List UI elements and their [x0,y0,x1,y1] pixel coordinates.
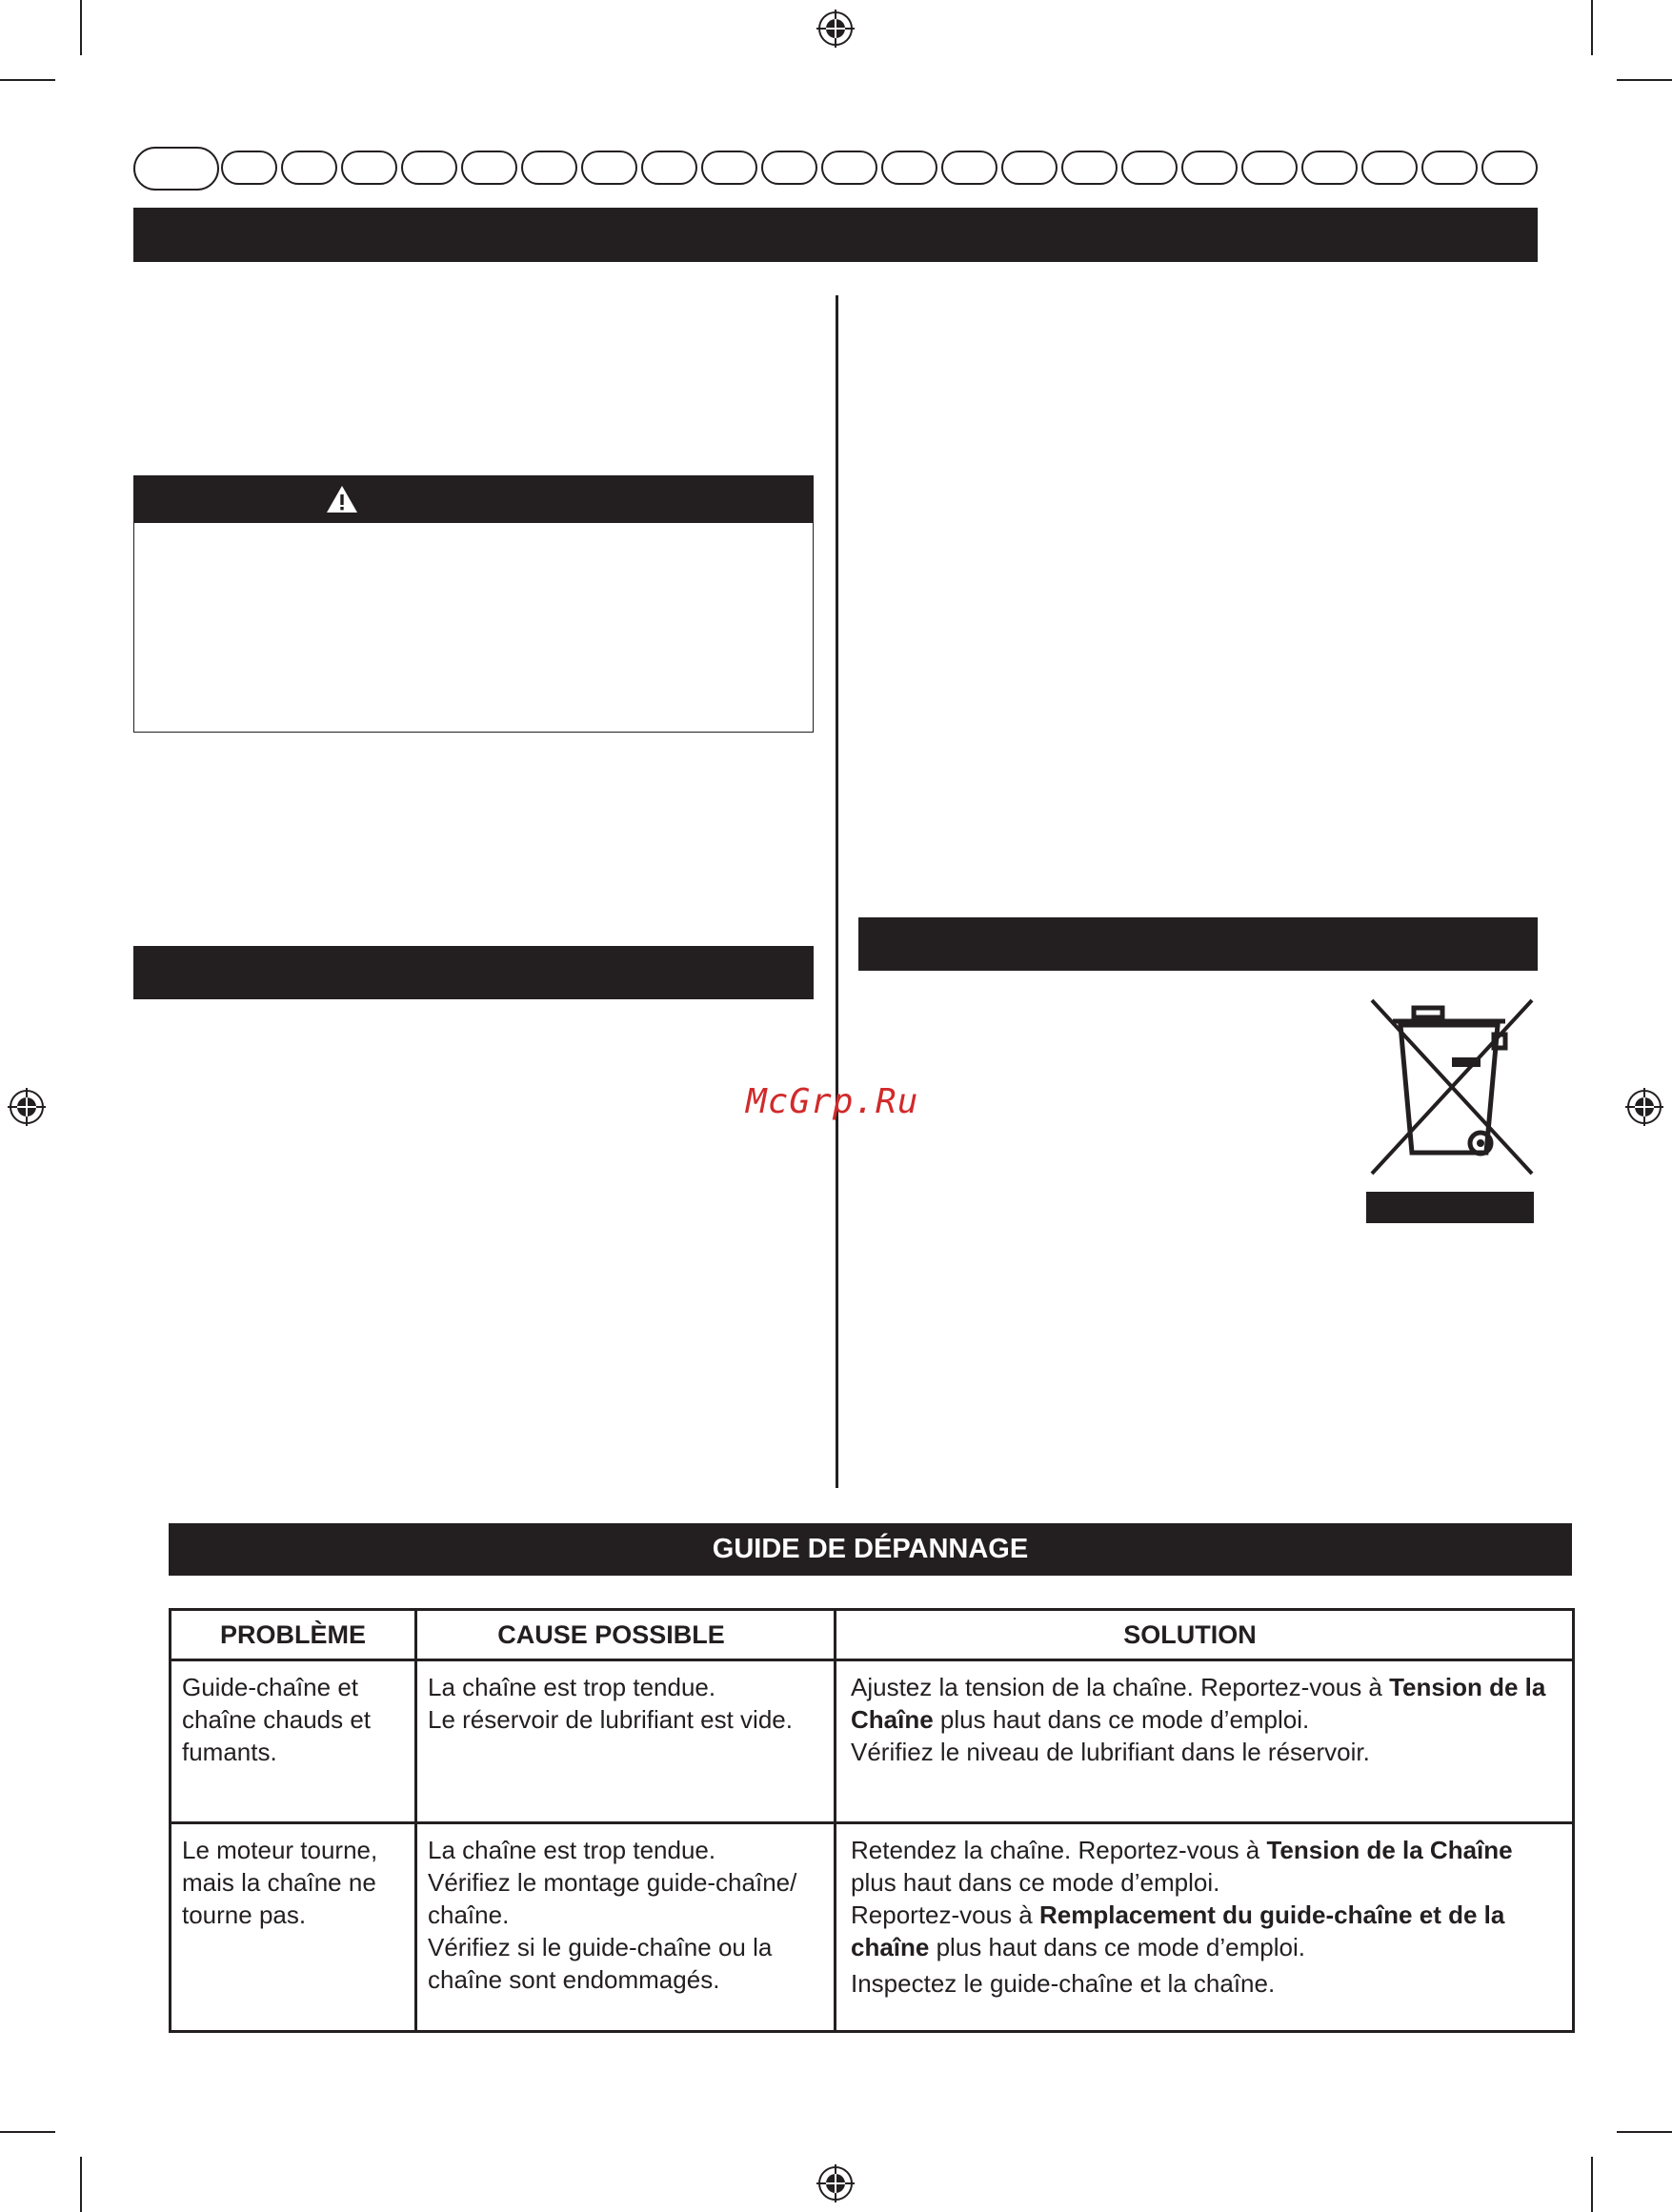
language-tab [1121,151,1178,185]
language-tab [281,151,337,185]
language-tab [941,151,997,185]
solution-text: Retendez la chaîne. Reportez-vous à Tension de la Chaîne plus haut dans ce mode d’emploi. [851,1836,1513,1897]
language-tab [1301,151,1358,185]
crop-mark [1617,79,1672,81]
problem-cell [171,1660,416,1823]
language-tab [1181,151,1238,185]
warning-box [133,475,814,733]
cause-text: Vérifiez le montage guide-chaîne/ chaîne. [428,1868,797,1929]
cause-cell [416,1660,836,1823]
problem-text: Le moteur tourne, mais la chaîne ne tourne pas. [182,1836,378,1929]
language-tab [1241,151,1298,185]
table-row [171,1660,1574,1823]
troubleshooting-title: GUIDE DE DÉPANNAGE [169,1523,1572,1576]
table-row [171,1823,1574,2032]
language-tab [1421,151,1478,185]
registration-mark-icon [8,1088,46,1126]
watermark: McGrp.Ru [746,1082,919,1121]
header-cause: CAUSE POSSIBLE [416,1610,836,1660]
language-tab [1001,151,1058,185]
language-tab [1361,151,1418,185]
crop-mark [80,0,82,55]
solution-text: Vérifiez le niveau de lubrifiant dans le réservoir. [851,1738,1370,1766]
language-tab-active [133,147,219,191]
section-heading-bar [133,946,814,999]
language-tab [1061,151,1118,185]
cause-text: La chaîne est trop tendue. [428,1836,716,1864]
crop-mark [80,2157,82,2212]
language-tab [521,151,577,185]
crop-mark [1617,2131,1672,2133]
problem-text: Guide-chaîne et chaîne chauds et fumants. [182,1673,372,1766]
crop-mark [1591,2157,1593,2212]
column-divider [836,295,838,1488]
language-tab [641,151,697,185]
language-tabs [133,147,1540,191]
language-tab [461,151,517,185]
language-tab [341,151,397,185]
header-problem: PROBLÈME [171,1610,416,1660]
registration-mark-icon [816,2164,855,2202]
language-tab [881,151,937,185]
language-tab [401,151,457,185]
cause-cell [416,1823,836,2032]
solution-cell [836,1823,1574,2032]
section-heading-bar [133,208,1538,262]
crop-mark [1591,0,1593,55]
header-solution: SOLUTION [836,1610,1574,1660]
weee-label-bar [1366,1192,1534,1223]
solution-text: Ajustez la tension de la chaîne. Reportez-vous à Tension de la Chaîne plus haut dans ce mode d’emploi. [851,1673,1546,1734]
solution-text: Reportez-vous à Remplacement du guide-chaîne et de la chaîne plus haut dans ce mode d’emploi. [851,1900,1505,1961]
language-tab [821,151,877,185]
troubleshooting-table [169,1608,1575,2033]
registration-mark-icon [1625,1088,1663,1126]
warning-header [134,476,813,523]
solution-text: Inspectez le guide-chaîne et la chaîne. [851,1969,1276,1998]
language-tab [581,151,637,185]
crop-mark [0,79,55,81]
language-tab [701,151,757,185]
registration-mark-icon [816,10,855,48]
cause-text: Vérifiez si le guide-chaîne ou la chaîne sont endommagés. [428,1933,773,1994]
cause-text: La chaîne est trop tendue. [428,1673,716,1701]
solution-cell [836,1660,1574,1823]
language-tab [761,151,817,185]
crop-mark [0,2131,55,2133]
table-header-row [171,1610,1574,1660]
language-tab [221,151,277,185]
crossed-out-wheelie-bin-icon [1364,996,1536,1177]
problem-cell [171,1823,416,2032]
warning-triangle-icon [325,484,359,514]
section-heading-bar [858,917,1538,971]
cause-text: Le réservoir de lubrifiant est vide. [428,1705,793,1734]
language-tab [1481,151,1538,185]
